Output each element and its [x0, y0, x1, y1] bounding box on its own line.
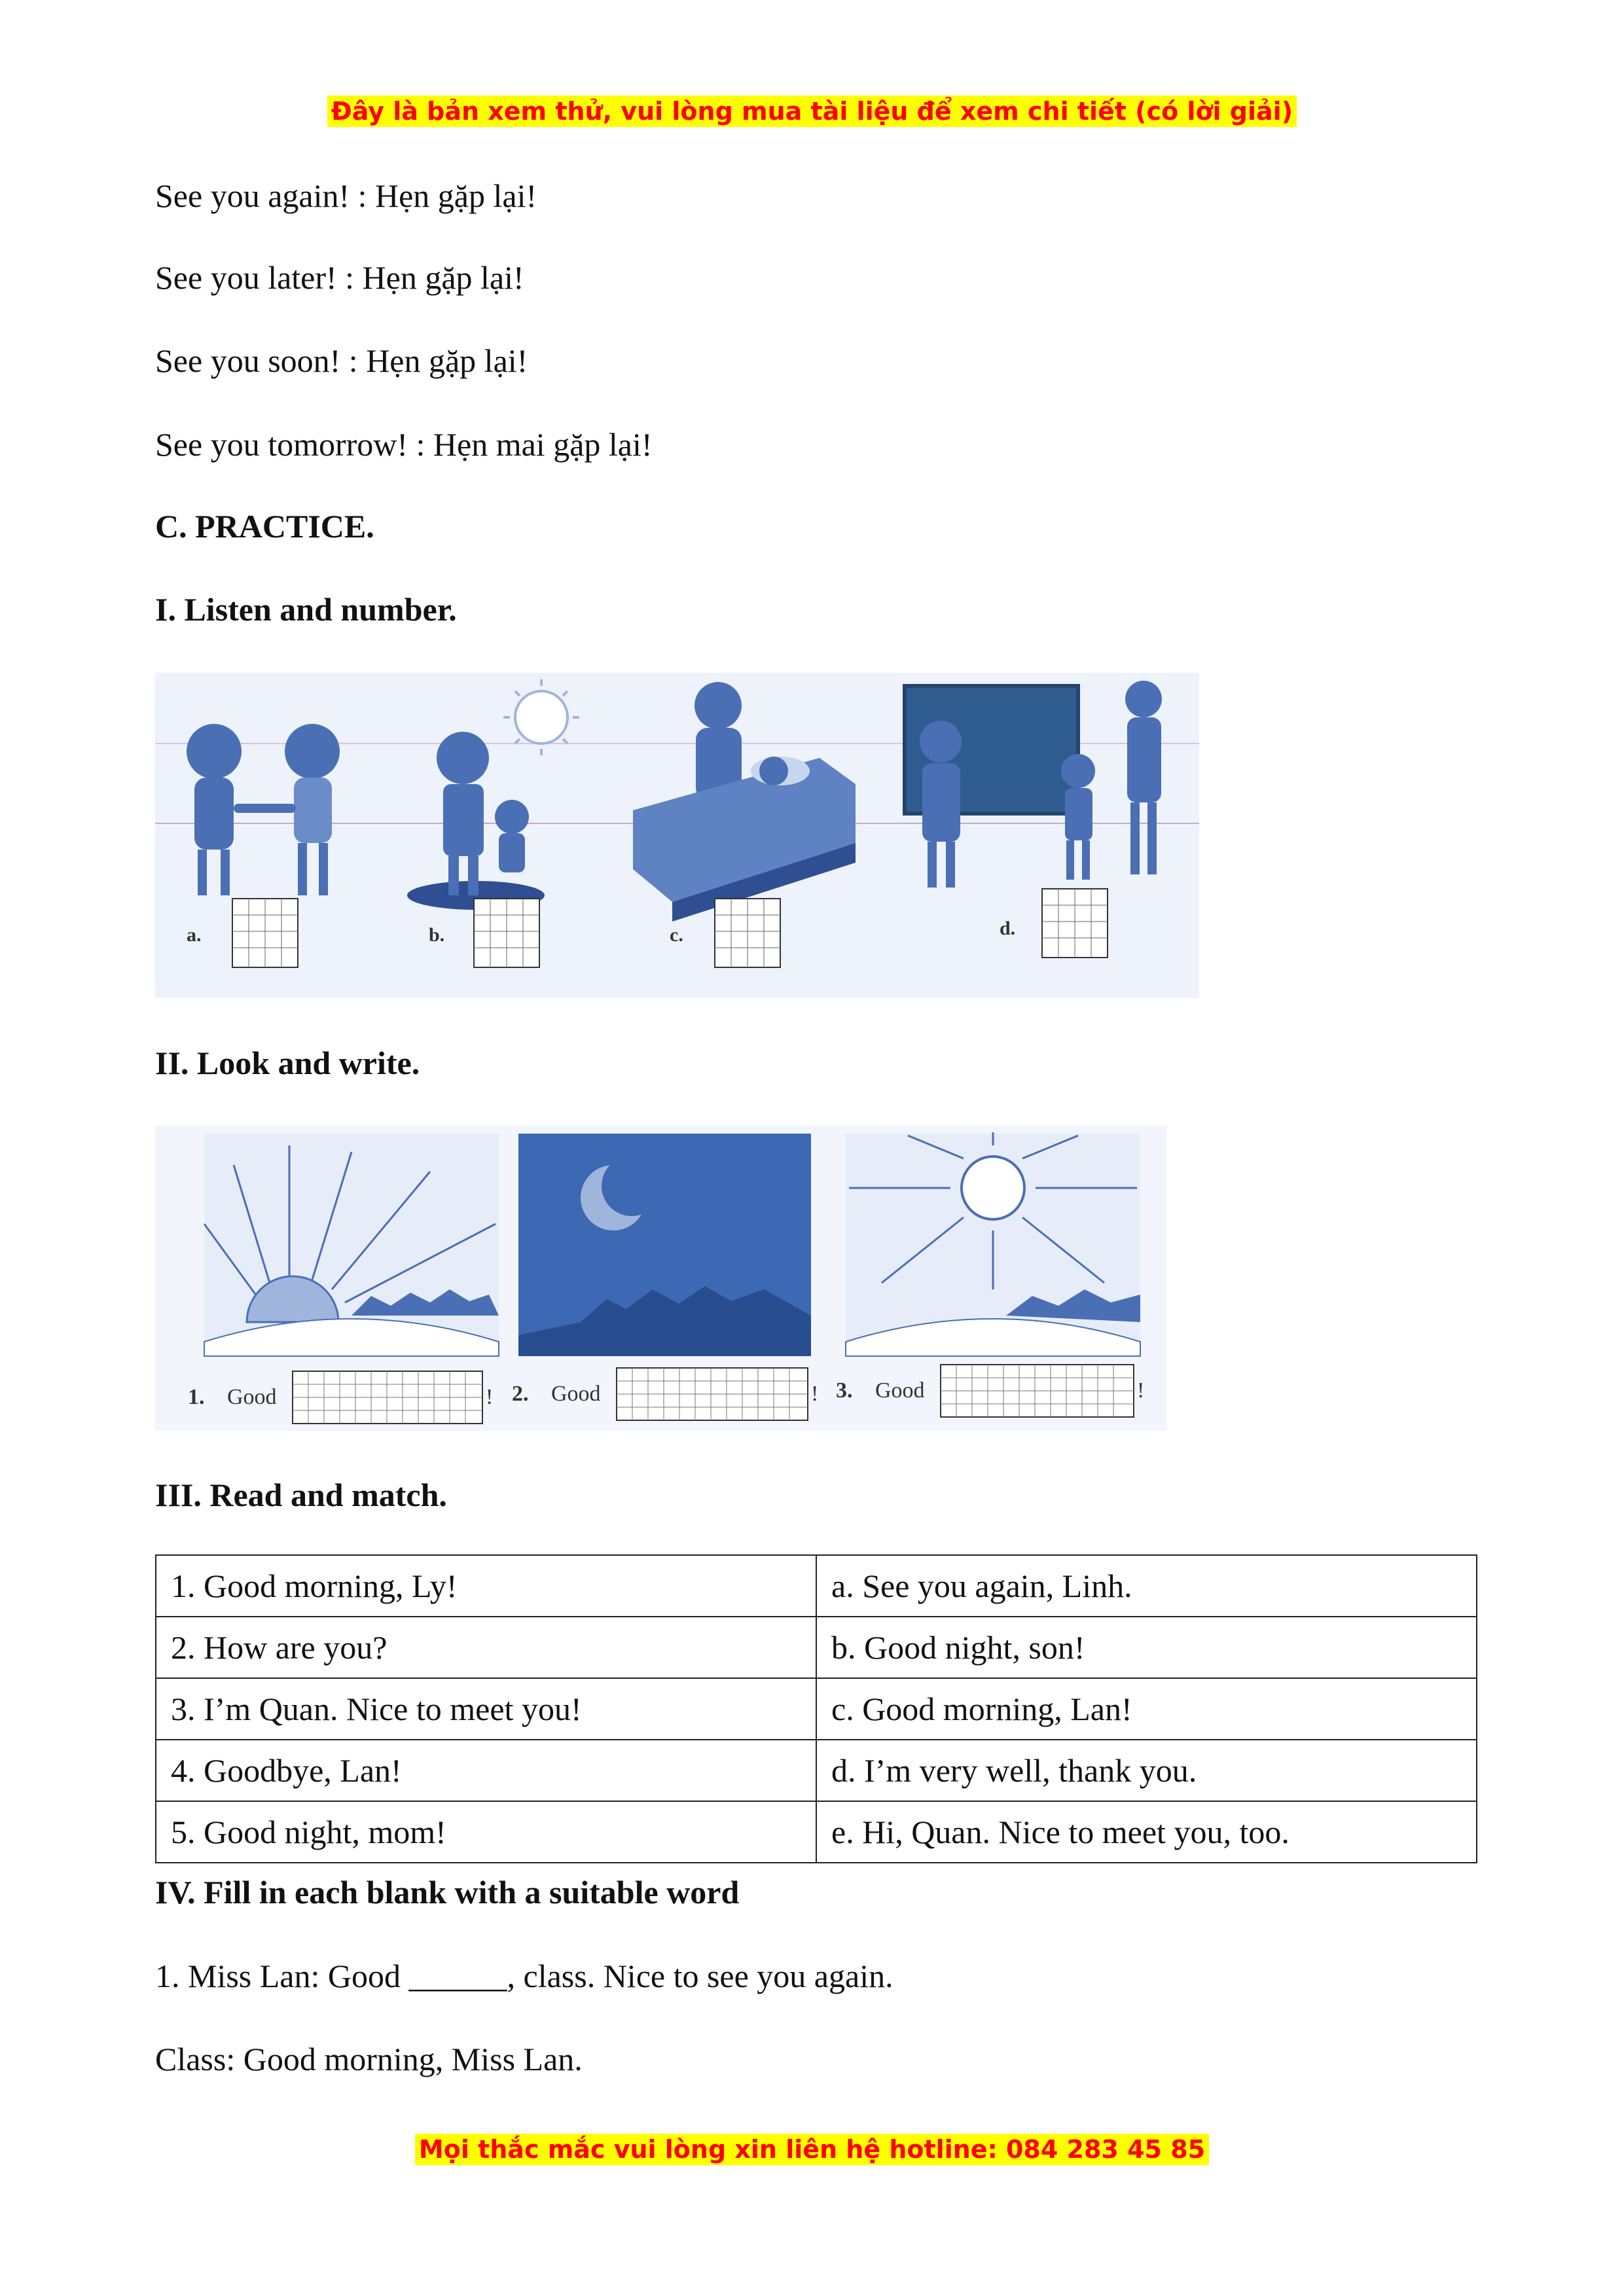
- table-row: [156, 1678, 1477, 1740]
- phrase-line: See you later! : Hẹn gặp lại!: [155, 259, 524, 296]
- write-label-2: 2.: [512, 1382, 529, 1406]
- phrase-line: See you again! : Hẹn gặp lại!: [155, 177, 537, 214]
- label-a: a.: [187, 924, 202, 946]
- footer-notice: [0, 2135, 1624, 2164]
- exercise-title: III. Read and match.: [155, 1477, 447, 1513]
- table-row: [156, 1801, 1477, 1863]
- header-notice: [0, 97, 1624, 126]
- phrase-line: See you soon! : Hẹn gặp lại!: [155, 342, 528, 379]
- write-end-1: !: [486, 1385, 494, 1409]
- label-d: d.: [1000, 918, 1016, 939]
- header-notice-text: Đây là bản xem thử, vui lòng mua tài liệu để xem chi tiết (có lời giải): [327, 96, 1297, 127]
- table-cell-right: b. Good night, son!: [816, 1617, 1477, 1678]
- night-panel: [518, 1134, 811, 1356]
- write-end-2: !: [811, 1382, 819, 1406]
- table-cell-right: c. Good morning, Lan!: [816, 1678, 1477, 1740]
- exercise-title: I. Listen and number.: [155, 591, 457, 628]
- listen-and-number-illustration: [155, 673, 1199, 998]
- label-c: c.: [670, 924, 683, 946]
- fill-blank-line: 1. Miss Lan: Good ______, class. Nice to see you again.: [155, 1958, 893, 1994]
- table-row: [156, 1555, 1477, 1617]
- exercise-title: IV. Fill in each blank with a suitable word: [155, 1874, 740, 1910]
- table-row: [156, 1617, 1477, 1678]
- table-row: [156, 1740, 1477, 1801]
- label-b: b.: [429, 924, 445, 946]
- table-cell-left: 2. How are you?: [156, 1617, 816, 1678]
- look-and-write-illustration: [155, 1126, 1166, 1431]
- exercise-title: II. Look and write.: [155, 1045, 420, 1081]
- table-cell-right: a. See you again, Linh.: [816, 1555, 1477, 1617]
- table-cell-right: e. Hi, Quan. Nice to meet you, too.: [816, 1801, 1477, 1863]
- match-table: [155, 1554, 1477, 1863]
- section-heading: C. PRACTICE.: [155, 508, 374, 545]
- table-cell-left: 5. Good night, mom!: [156, 1801, 816, 1863]
- write-label-1: 1.: [188, 1385, 205, 1409]
- table-cell-left: 3. I’m Quan. Nice to meet you!: [156, 1678, 816, 1740]
- footer-notice-text: Mọi thắc mắc vui lòng xin liên hệ hotline: 084 283 45 85: [415, 2134, 1209, 2165]
- write-word-3: Good: [875, 1378, 925, 1403]
- table-cell-left: 1. Good morning, Ly!: [156, 1555, 816, 1617]
- sunrise-panel: [204, 1134, 499, 1356]
- write-word-2: Good: [551, 1382, 601, 1406]
- write-end-3: !: [1137, 1378, 1145, 1403]
- write-word-1: Good: [227, 1385, 277, 1409]
- fill-blank-line: Class: Good morning, Miss Lan.: [155, 2041, 583, 2077]
- table-cell-left: 4. Goodbye, Lan!: [156, 1740, 816, 1801]
- noon-sun-panel: [846, 1132, 1140, 1356]
- phrase-line: See you tomorrow! : Hẹn mai gặp lại!: [155, 426, 653, 463]
- table-cell-right: d. I’m very well, thank you.: [816, 1740, 1477, 1801]
- write-label-3: 3.: [836, 1378, 853, 1403]
